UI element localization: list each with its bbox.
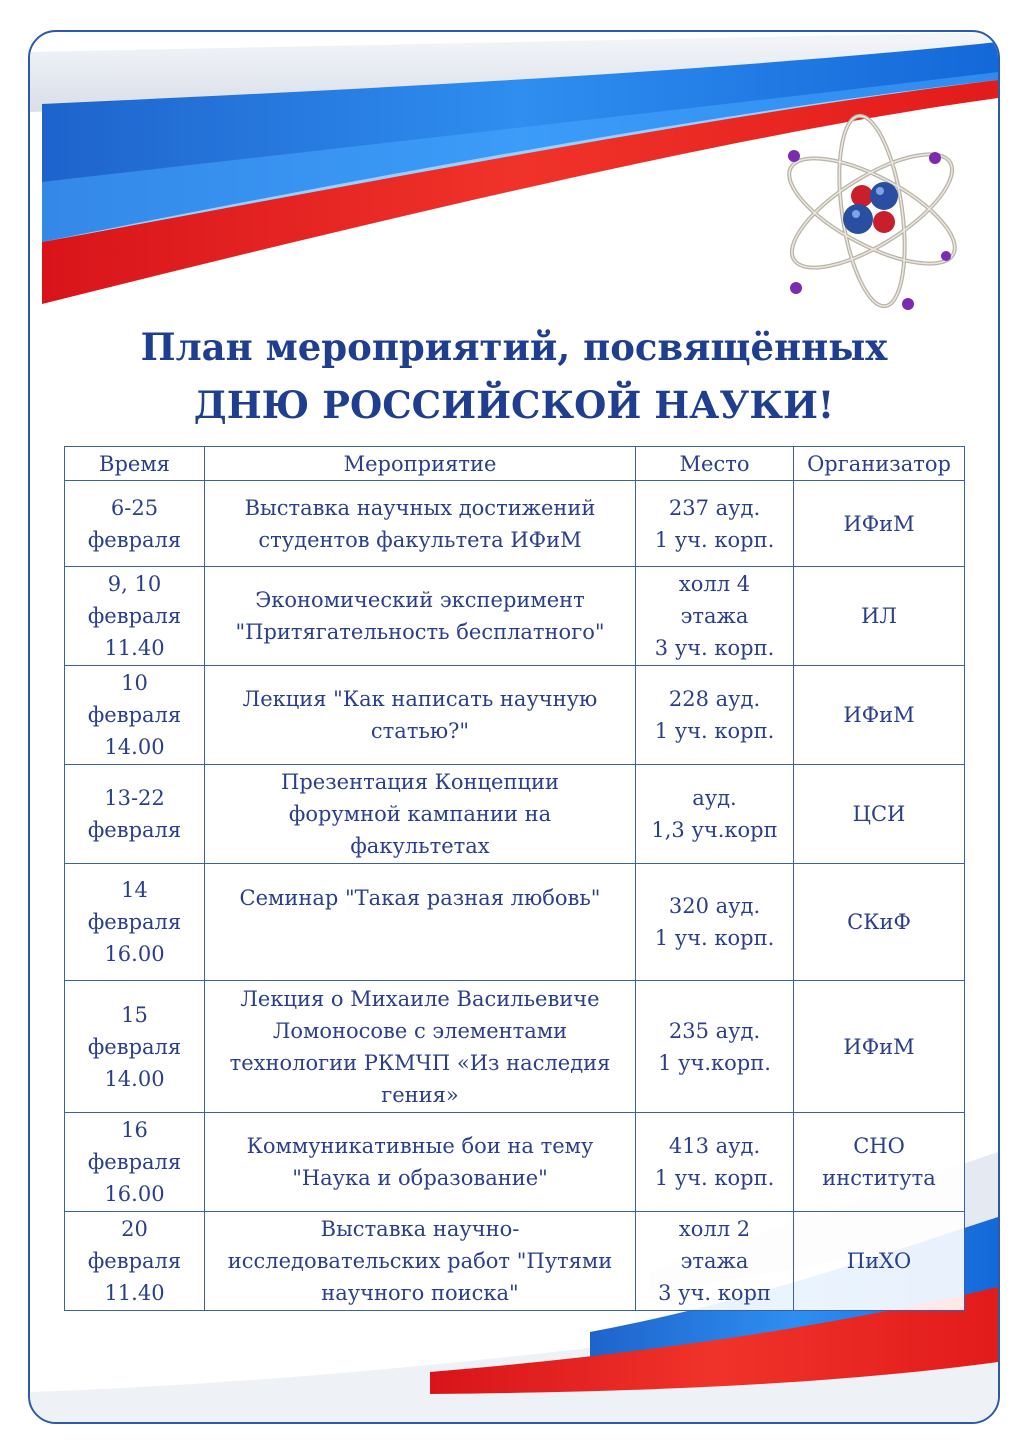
header-event: Мероприятие <box>205 447 636 481</box>
cell-line: 1,3 уч.корп <box>651 818 778 842</box>
cell-line: февраля <box>87 818 182 842</box>
cell-line: 20 <box>121 1217 148 1241</box>
cell-time <box>65 981 205 1113</box>
cell-organizer <box>794 1212 965 1311</box>
cell-place <box>636 864 794 981</box>
cell-line: февраля <box>87 1249 182 1273</box>
cell-line: Выставка научно- <box>320 1217 520 1241</box>
cell-line: 13-22 <box>104 786 165 810</box>
cell-place <box>636 481 794 567</box>
cell-organizer <box>794 981 965 1113</box>
cell-line: 11.40 <box>104 1281 165 1305</box>
cell-line: СКиФ <box>847 910 911 934</box>
cell-line: "Наука и образование" <box>292 1166 548 1190</box>
cell-line: ИФиМ <box>843 1034 915 1059</box>
header-place: Место <box>636 447 794 481</box>
cell-organizer <box>794 567 965 666</box>
cell-line: 228 ауд. <box>668 687 761 711</box>
cell-line: "Притягательность бесплатного" <box>235 620 605 644</box>
cell-event <box>205 567 636 666</box>
table-row <box>65 481 965 567</box>
cell-place <box>636 1113 794 1212</box>
cell-line: холл 4 <box>678 572 751 596</box>
cell-organizer <box>794 765 965 864</box>
cell-time <box>65 765 205 864</box>
table-row <box>65 864 965 981</box>
cell-line: 1 уч. корп. <box>654 926 775 950</box>
cell-line: факультетах <box>350 834 490 858</box>
cell-line: технологии РКМЧП «Из наследия <box>229 1050 611 1075</box>
cell-event <box>205 481 636 567</box>
page-title-line-1: План мероприятий, посвящённых <box>140 325 888 369</box>
cell-line: форумной кампании на <box>288 802 552 826</box>
header-time: Время <box>65 447 205 481</box>
cell-time <box>65 1212 205 1311</box>
cell-event <box>205 666 636 765</box>
cell-line: ИФиМ <box>843 703 915 727</box>
events-table <box>64 446 965 1311</box>
cell-line: Экономический эксперимент <box>255 588 585 612</box>
cell-line: 1 уч. корп. <box>654 1166 775 1190</box>
cell-line: 16.00 <box>104 942 165 966</box>
poster-frame <box>28 30 1000 1424</box>
cell-line: 3 уч. корп. <box>654 636 775 660</box>
cell-line: 15 <box>121 1002 148 1027</box>
cell-organizer <box>794 481 965 567</box>
cell-line: исследовательских работ "Путями <box>227 1249 613 1273</box>
cell-line: 1 уч.корп. <box>658 1050 771 1075</box>
cell-line: февраля <box>87 1150 182 1174</box>
cell-line: ЦСИ <box>852 802 906 826</box>
cell-place <box>636 981 794 1113</box>
cell-line: 3 уч. корп <box>658 1281 771 1305</box>
table-row <box>65 765 965 864</box>
cell-line: февраля <box>87 910 182 934</box>
table-row <box>65 567 965 666</box>
table-row <box>65 981 965 1113</box>
cell-line: Коммуникативные бои на тему <box>246 1134 594 1158</box>
cell-time <box>65 666 205 765</box>
cell-time <box>65 864 205 981</box>
cell-line: февраля <box>87 527 182 552</box>
cell-place <box>636 567 794 666</box>
cell-line: 6-25 <box>110 495 159 520</box>
cell-line: февраля <box>87 604 182 628</box>
page-title-line-2: ДНЮ РОССИЙСКОЙ НАУКИ! <box>193 383 835 427</box>
cell-line: Лекция о Михаиле Васильевиче <box>240 986 600 1011</box>
cell-time <box>65 481 205 567</box>
cell-line: февраля <box>87 1034 182 1059</box>
header-organizer: Организатор <box>794 447 965 481</box>
cell-line: 14.00 <box>104 735 165 759</box>
cell-event <box>205 765 636 864</box>
cell-line: 320 ауд. <box>668 894 761 918</box>
cell-line: этажа <box>680 604 749 628</box>
table-row <box>65 666 965 765</box>
cell-line: 16 <box>121 1118 148 1142</box>
cell-line: гения» <box>381 1082 459 1107</box>
cell-line: 9, 10 <box>107 572 162 596</box>
cell-line: этажа <box>680 1249 749 1273</box>
cell-line: 14 <box>121 878 148 902</box>
cell-line: Презентация Концепции <box>281 770 559 794</box>
table-row <box>65 1212 965 1311</box>
cell-line: 413 ауд. <box>668 1134 761 1158</box>
cell-line: Выставка научных достижений <box>244 495 596 520</box>
cell-line: холл 2 <box>678 1217 751 1241</box>
cell-organizer <box>794 864 965 981</box>
cell-line: статью?" <box>370 719 470 743</box>
cell-line: Семинар "Такая разная любовь" <box>239 886 601 910</box>
cell-place <box>636 765 794 864</box>
cell-line: ИФиМ <box>843 511 915 536</box>
cell-line: 237 ауд. <box>668 495 761 520</box>
cell-line: ПиХО <box>846 1249 912 1273</box>
cell-time <box>65 1113 205 1212</box>
cell-line: 14.00 <box>104 1066 165 1091</box>
cell-line: ИЛ <box>861 604 897 628</box>
table-row <box>65 1113 965 1212</box>
cell-organizer <box>794 1113 965 1212</box>
cell-line: института <box>822 1166 936 1190</box>
cell-line: февраля <box>87 703 182 727</box>
cell-event <box>205 864 636 981</box>
cell-line: 10 <box>121 671 148 695</box>
cell-event <box>205 1113 636 1212</box>
cell-line: студентов факультета ИФиМ <box>258 527 582 552</box>
cell-event <box>205 981 636 1113</box>
cell-place <box>636 1212 794 1311</box>
cell-organizer <box>794 666 965 765</box>
cell-line: 11.40 <box>104 636 165 660</box>
cell-time <box>65 567 205 666</box>
cell-place <box>636 666 794 765</box>
cell-line: Ломоносове с элементами <box>272 1018 568 1043</box>
table-header-row <box>65 447 965 481</box>
cell-line: СНО <box>853 1134 905 1158</box>
cell-line: 1 уч. корп. <box>654 719 775 743</box>
cell-event <box>205 1212 636 1311</box>
cell-line: научного поиска" <box>321 1281 519 1305</box>
cell-line: Лекция "Как написать научную <box>242 687 598 711</box>
cell-line: 1 уч. корп. <box>654 527 775 552</box>
cell-line: 16.00 <box>104 1182 165 1206</box>
cell-line: ауд. <box>692 786 737 810</box>
cell-line: 235 ауд. <box>668 1018 761 1043</box>
